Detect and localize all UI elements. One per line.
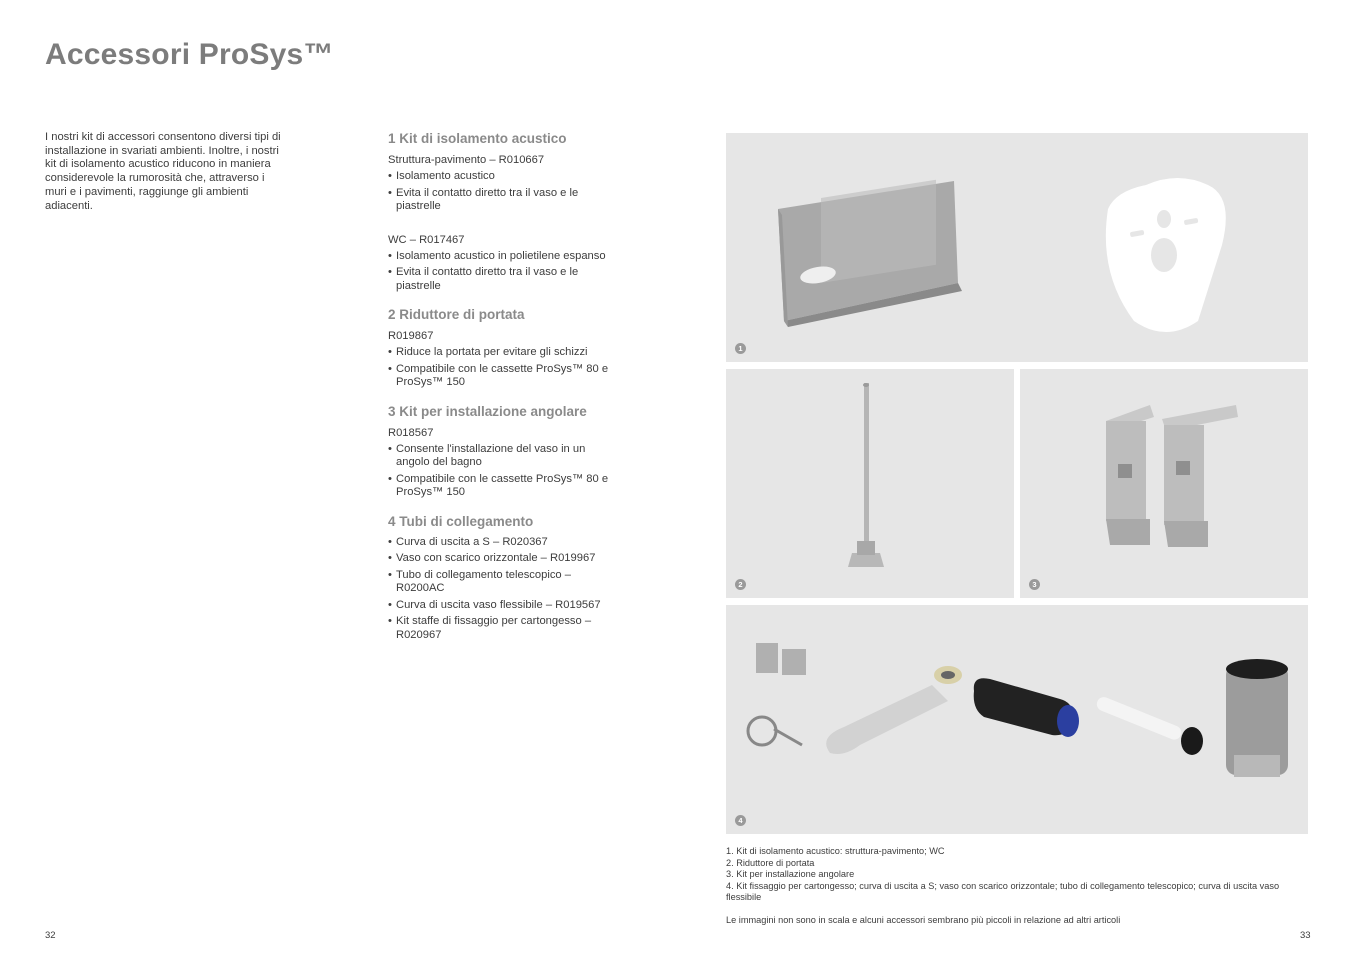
list-item: • Compatibile con le cassette ProSys™ 80 e ProSys™ 150 <box>388 473 613 500</box>
page-number-left: 32 <box>45 930 56 941</box>
caption: 3. Kit per installazione angolare <box>726 869 855 879</box>
section-acoustic-kit <box>388 131 628 293</box>
section-title: 3 Kit per installazione angolare <box>388 403 587 419</box>
connection-pipes-illustration <box>726 605 1308 834</box>
caption: 4. Kit fissaggio per cartongesso; curva di uscita a S; vaso con scarico orizzontale; tubo di collegamento telescopico; curva di uscita vaso flessibile <box>726 880 1280 902</box>
section-title: 2 Riduttore di portata <box>388 307 525 322</box>
caption: 1. Kit di isolamento acustico: struttura-pavimento; WC <box>726 846 945 856</box>
section-connection-pipes <box>388 514 628 643</box>
list-item: • Consente l'installazione del vaso in un angolo del bagno <box>388 443 603 470</box>
image-panel-flow-reducer <box>726 369 1014 598</box>
list-item: • Kit staffe di fissaggio per cartongesso – R020967 <box>388 615 608 642</box>
list-item: • Riduce la portata per evitare gli schizzi <box>388 346 628 360</box>
product-code: Struttura-pavimento – R010667 <box>388 154 545 166</box>
figure-number-badge: 3 <box>1029 579 1040 590</box>
intro-paragraph: I nostri kit di accessori consentono diversi tipi di installazione in svariati ambienti. Inoltre, i nostri kit di isolamento acustico riducono in maniera considerevole la rumorosità che, attraverso i muri e i pavimenti, raggiunge gli ambienti adiacenti. <box>45 131 281 212</box>
list-item: • Isolamento acustico <box>388 170 628 184</box>
list-item: • Tubo di collegamento telescopico – R0200AC <box>388 569 603 596</box>
scale-note: Le immagini non sono in scala e alcuni accessori sembrano più piccoli in relazione ad altri articoli <box>726 914 1121 925</box>
section-title: 4 Tubi di collegamento <box>388 513 534 529</box>
acoustic-insulation-illustration <box>726 133 1308 362</box>
list-item: • Compatibile con le cassette ProSys™ 80 e ProSys™ 150 <box>388 363 613 390</box>
image-panel-corner-kit <box>1020 369 1308 598</box>
product-code: R018567 <box>388 426 434 439</box>
list-item: • Curva di uscita a S – R020367 <box>388 536 628 550</box>
page-number-right: 33 <box>1300 930 1311 941</box>
caption: 2. Riduttore di portata <box>726 857 815 868</box>
section-title: 1 Kit di isolamento acustico <box>388 131 567 146</box>
accessories-list <box>388 131 628 656</box>
list-item: • Evita il contatto diretto tra il vaso e le piastrelle <box>388 266 588 293</box>
section-corner-kit <box>388 404 628 500</box>
flow-reducer-illustration <box>726 369 1014 598</box>
image-panel-acoustic-kit <box>726 133 1308 362</box>
figure-number-badge: 2 <box>735 579 746 590</box>
figure-captions <box>726 846 1316 926</box>
section-flow-reducer <box>388 307 628 390</box>
list-item: • Isolamento acustico in polietilene espanso <box>388 250 628 264</box>
list-item: • Curva di uscita vaso flessibile – R019567 <box>388 599 628 613</box>
image-panel-connection-pipes <box>726 605 1308 834</box>
figure-number-badge: 1 <box>735 343 746 354</box>
page-title: Accessori ProSys™ <box>45 38 334 71</box>
figure-number-badge: 4 <box>735 815 746 826</box>
list-item: • Vaso con scarico orizzontale – R019967 <box>388 552 628 566</box>
corner-brackets-illustration <box>1020 369 1308 598</box>
product-code: WC – R017467 <box>388 233 465 246</box>
product-code: R019867 <box>388 330 434 342</box>
list-item: • Evita il contatto diretto tra il vaso e le piastrelle <box>388 187 588 214</box>
